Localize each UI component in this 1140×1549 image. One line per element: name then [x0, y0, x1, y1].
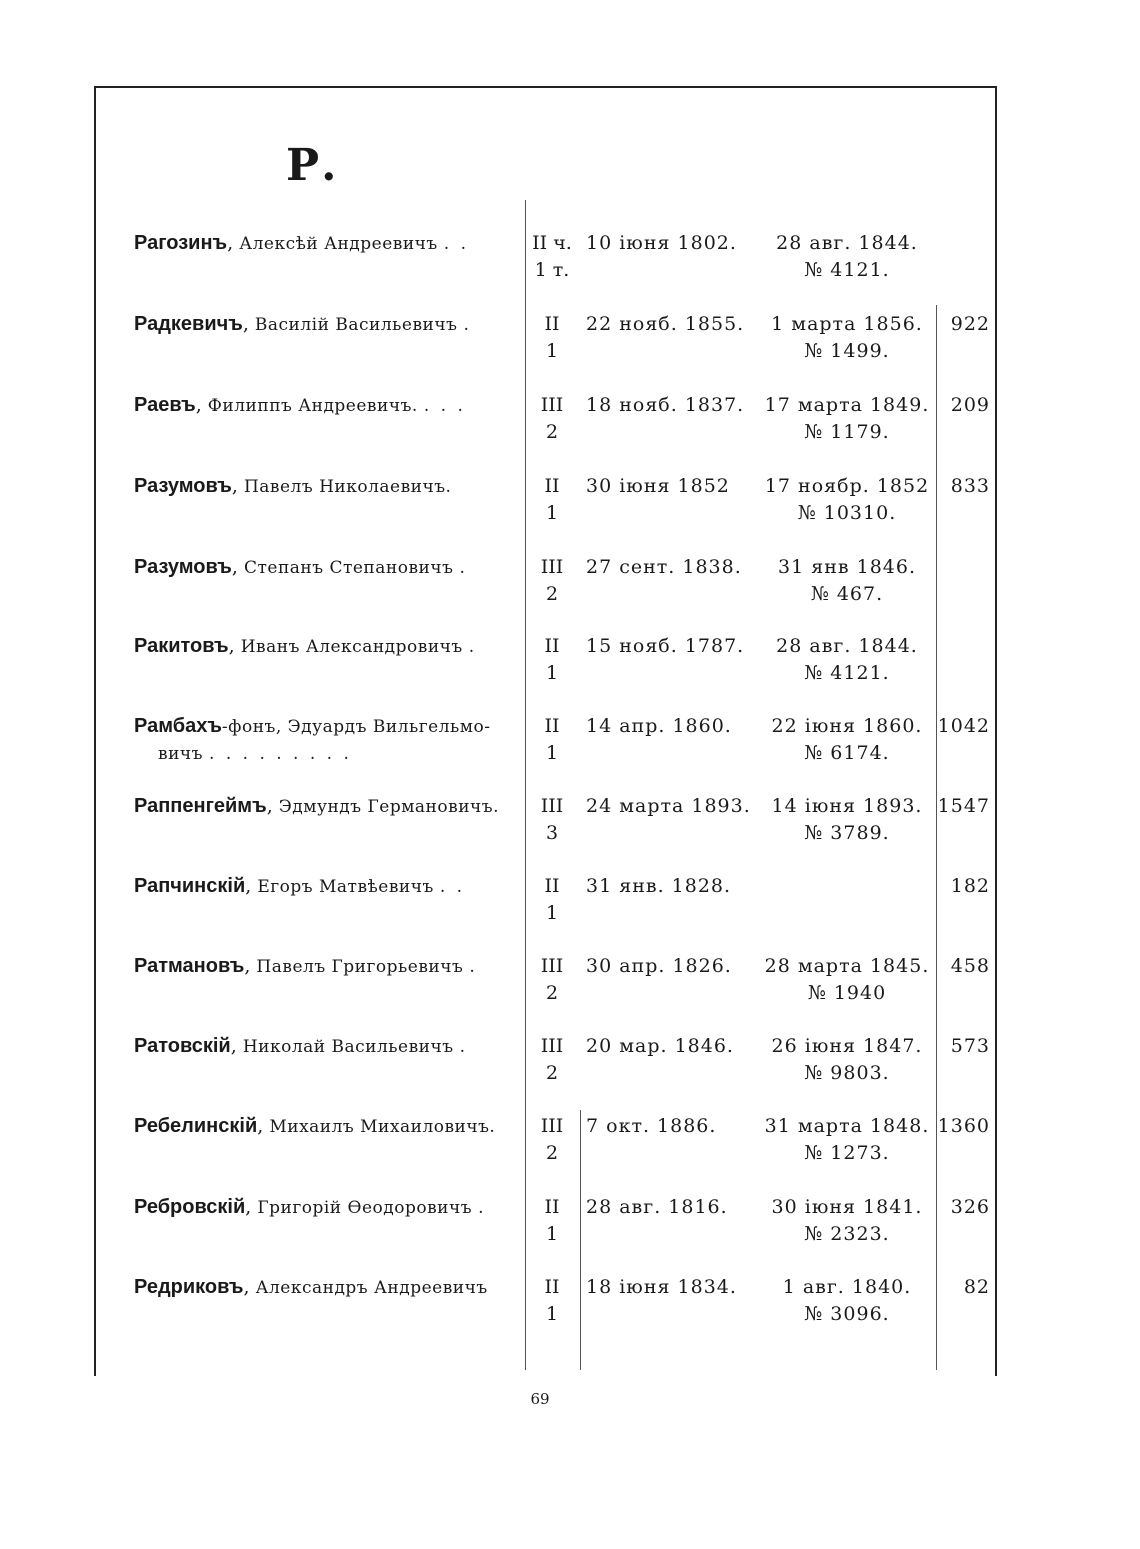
table-row	[0, 1033, 1140, 1103]
section-letter: Р.	[286, 140, 339, 191]
name-cell: Радкевичъ, Василій Васильевичъ .	[134, 313, 472, 335]
order-number-cell: № 1179.	[804, 421, 890, 443]
rank-class-cell: 1	[545, 1303, 559, 1325]
table-row	[0, 1274, 1140, 1344]
table-row	[0, 554, 1140, 624]
given-name: Григорій Ѳеодоровичъ	[257, 1198, 473, 1218]
name-cell: Редриковъ, Александръ Андреевичъ	[134, 1276, 488, 1298]
order-number-cell: № 1940	[807, 982, 887, 1004]
order-date-cell: 22 іюня 1860.	[771, 715, 923, 737]
rank-class-cell: 1	[545, 662, 559, 684]
page-ref-cell: 922	[950, 313, 990, 335]
given-name: Егоръ Матвѣевичъ	[257, 877, 434, 897]
page-ref-cell: 1360	[937, 1115, 990, 1137]
page-ref-cell: 573	[950, 1035, 990, 1057]
given-name: Алексѣй Андреевичъ	[239, 234, 438, 254]
rank-class-cell: 2	[545, 982, 559, 1004]
rank-class-cell: 1 т.	[534, 259, 570, 281]
surname: Раевъ	[134, 394, 196, 416]
table-row	[0, 473, 1140, 543]
birth-date-cell: 24 марта 1893.	[586, 795, 751, 817]
name-cell: Ратовскій, Николай Васильевичъ .	[134, 1035, 469, 1057]
rank-cell: III	[540, 955, 564, 977]
surname: Ребелинскій	[134, 1115, 258, 1137]
name-cell: Ребелинскій, Михаилъ Михаиловичъ.	[134, 1115, 496, 1137]
rank-cell: II	[544, 875, 560, 897]
table-row	[0, 633, 1140, 703]
page-ref-cell: 1547	[937, 795, 990, 817]
surname: Ракитовъ	[134, 635, 229, 657]
leader-dots: . . . . . . . . .	[209, 744, 352, 764]
order-date-cell: 28 авг. 1844.	[776, 232, 918, 254]
order-number-cell: № 4121.	[804, 662, 890, 684]
table-row	[0, 1113, 1140, 1183]
table-row	[0, 953, 1140, 1023]
order-number-cell: № 3096.	[804, 1303, 890, 1325]
page-ref-cell: 82	[963, 1276, 990, 1298]
birth-date-cell: 22 нояб. 1855.	[586, 313, 745, 335]
surname: Радкевичъ	[134, 313, 243, 335]
rank-cell: II	[544, 1196, 560, 1218]
order-number-cell: № 6174.	[804, 742, 890, 764]
order-date-cell: 1 авг. 1840.	[782, 1276, 912, 1298]
rank-class-cell: 2	[545, 583, 559, 605]
order-date-cell: 28 марта 1845.	[764, 955, 930, 977]
order-date-cell: 31 янв 1846.	[778, 556, 916, 578]
given-name: Василій Васильевичъ	[254, 315, 458, 335]
birth-date-cell: 15 нояб. 1787.	[586, 635, 745, 657]
birth-date-cell: 18 нояб. 1837.	[586, 394, 745, 416]
birth-date-cell: 18 іюня 1834.	[586, 1276, 737, 1298]
page-number: 69	[530, 1390, 550, 1408]
birth-date-cell: 10 іюня 1802.	[586, 232, 737, 254]
rank-class-cell: 1	[545, 340, 559, 362]
given-name: Михаилъ Михаиловичъ.	[269, 1117, 496, 1137]
order-date-cell: 17 марта 1849.	[764, 394, 930, 416]
order-date-cell: 14 іюня 1893.	[771, 795, 923, 817]
given-name: Александръ Андреевичъ	[255, 1278, 488, 1298]
order-number-cell: № 4121.	[804, 259, 890, 281]
order-number-cell: № 467.	[810, 583, 884, 605]
rank-class-cell: 2	[545, 1062, 559, 1084]
table-row	[0, 311, 1140, 381]
order-number-cell: № 1499.	[804, 340, 890, 362]
rank-class-cell: 1	[545, 742, 559, 764]
rank-cell: II	[544, 715, 560, 737]
order-date-cell: 1 марта 1856.	[771, 313, 923, 335]
rank-class-cell: 2	[545, 1142, 559, 1164]
rank-class-cell: 2	[545, 421, 559, 443]
birth-date-cell: 20 мар. 1846.	[586, 1035, 734, 1057]
rank-class-cell: 1	[545, 502, 559, 524]
name-cell: Раппенгеймъ, Эдмундъ Германовичъ.	[134, 795, 499, 817]
order-number-cell: № 1273.	[804, 1142, 890, 1164]
name-cell	[134, 713, 490, 741]
given-name: Степанъ Степановичъ	[243, 558, 454, 578]
leader-dots: .	[459, 1037, 469, 1057]
order-date-cell: 31 марта 1848.	[764, 1115, 930, 1137]
rank-cell: II	[544, 635, 560, 657]
rank-class-cell: 1	[545, 902, 559, 924]
rank-cell: II ч.	[532, 232, 572, 254]
leader-dots: .	[463, 315, 472, 335]
rank-cell: III	[540, 556, 564, 578]
name-cell: Ратмановъ, Павелъ Григорьевичъ .	[134, 955, 478, 977]
birth-date-cell: 30 іюня 1852	[586, 475, 730, 497]
rank-cell: III	[540, 1035, 564, 1057]
rank-cell: II	[544, 313, 560, 335]
frame-top-rule	[94, 86, 997, 88]
order-number-cell: № 2323.	[804, 1223, 890, 1245]
given-name-end: вичъ	[158, 744, 203, 764]
surname: Раппенгеймъ	[134, 795, 267, 817]
rank-cell: III	[540, 795, 564, 817]
table-row	[0, 713, 1140, 783]
birth-date-cell: 27 сент. 1838.	[586, 556, 742, 578]
given-name: Филиппъ Андреевичъ.	[207, 396, 418, 416]
given-name: Павелъ Григорьевичъ	[256, 957, 464, 977]
rank-class-cell: 1	[545, 1223, 559, 1245]
page-ref-cell: 833	[950, 475, 990, 497]
name-cell: Раевъ, Филиппъ Андреевичъ. . . .	[134, 394, 466, 416]
name-cell: Разумовъ, Павелъ Николаевичъ.	[134, 475, 452, 497]
order-date-cell: 17 ноябр. 1852	[764, 475, 930, 497]
surname: Разумовъ	[134, 475, 232, 497]
page-ref-cell: 209	[950, 394, 990, 416]
leader-dots: . .	[439, 877, 466, 897]
name-cell: Рапчинскій, Егоръ Матвѣевичъ . .	[134, 875, 466, 897]
name-cell: Ракитовъ, Иванъ Александровичъ .	[134, 635, 478, 657]
leader-dots: .	[459, 558, 468, 578]
surname: Ребровскій	[134, 1196, 246, 1218]
order-number-cell: № 3789.	[804, 822, 890, 844]
surname: Рапчинскій	[134, 875, 246, 897]
order-date-cell: 26 іюня 1847.	[771, 1035, 923, 1057]
birth-date-cell: 31 янв. 1828.	[586, 875, 732, 897]
birth-date-cell: 14 апр. 1860.	[586, 715, 732, 737]
birth-date-cell: 28 авг. 1816.	[586, 1196, 728, 1218]
table-row	[0, 873, 1140, 943]
surname: Ратмановъ	[134, 955, 245, 977]
rank-cell: II	[544, 475, 560, 497]
rank-cell: III	[540, 1115, 564, 1137]
name-cell: Ребровскій, Григорій Ѳеодоровичъ .	[134, 1196, 487, 1218]
page-ref-cell: 458	[950, 955, 990, 977]
surname: Ратовскій	[134, 1035, 231, 1057]
leader-dots: .	[468, 637, 478, 657]
surname: Рагозинъ	[134, 232, 228, 254]
order-number-cell: № 10310.	[797, 502, 897, 524]
page-ref-cell: 182	[950, 875, 990, 897]
name-continuation	[158, 740, 352, 768]
rank-cell: II	[544, 1276, 560, 1298]
given-name: Павелъ Николаевичъ.	[243, 477, 452, 497]
leader-dots: . .	[443, 234, 469, 254]
page-ref-cell: 1042	[937, 715, 990, 737]
order-number-cell: № 9803.	[804, 1062, 890, 1084]
order-date-cell: 28 авг. 1844.	[776, 635, 918, 657]
order-date-cell: 30 іюня 1841.	[771, 1196, 923, 1218]
leader-dots: .	[478, 1198, 487, 1218]
given-name: Эдмундъ Германовичъ.	[278, 797, 499, 817]
name-cell: Разумовъ, Степанъ Степановичъ .	[134, 556, 468, 578]
leader-dots: .	[469, 957, 478, 977]
table-row	[0, 793, 1140, 863]
surname: Редриковъ	[134, 1276, 244, 1298]
given-name: -фонъ, Эдуардъ Вильгельмо-	[221, 717, 491, 737]
table-row	[0, 392, 1140, 462]
leader-dots: . . .	[423, 396, 466, 416]
page-ref-cell: 326	[950, 1196, 990, 1218]
rank-cell: III	[540, 394, 564, 416]
given-name: Николай Васильевичъ	[242, 1037, 454, 1057]
birth-date-cell: 30 апр. 1826.	[586, 955, 732, 977]
table-row	[0, 1194, 1140, 1264]
name-cell: Рагозинъ, Алексѣй Андреевичъ . .	[134, 232, 469, 254]
table-row	[0, 230, 1140, 300]
rank-class-cell: 3	[545, 822, 559, 844]
given-name: Иванъ Александровичъ	[240, 637, 463, 657]
surname: Разумовъ	[134, 556, 232, 578]
surname: Рамбахъ	[134, 715, 222, 737]
birth-date-cell: 7 окт. 1886.	[586, 1115, 717, 1137]
